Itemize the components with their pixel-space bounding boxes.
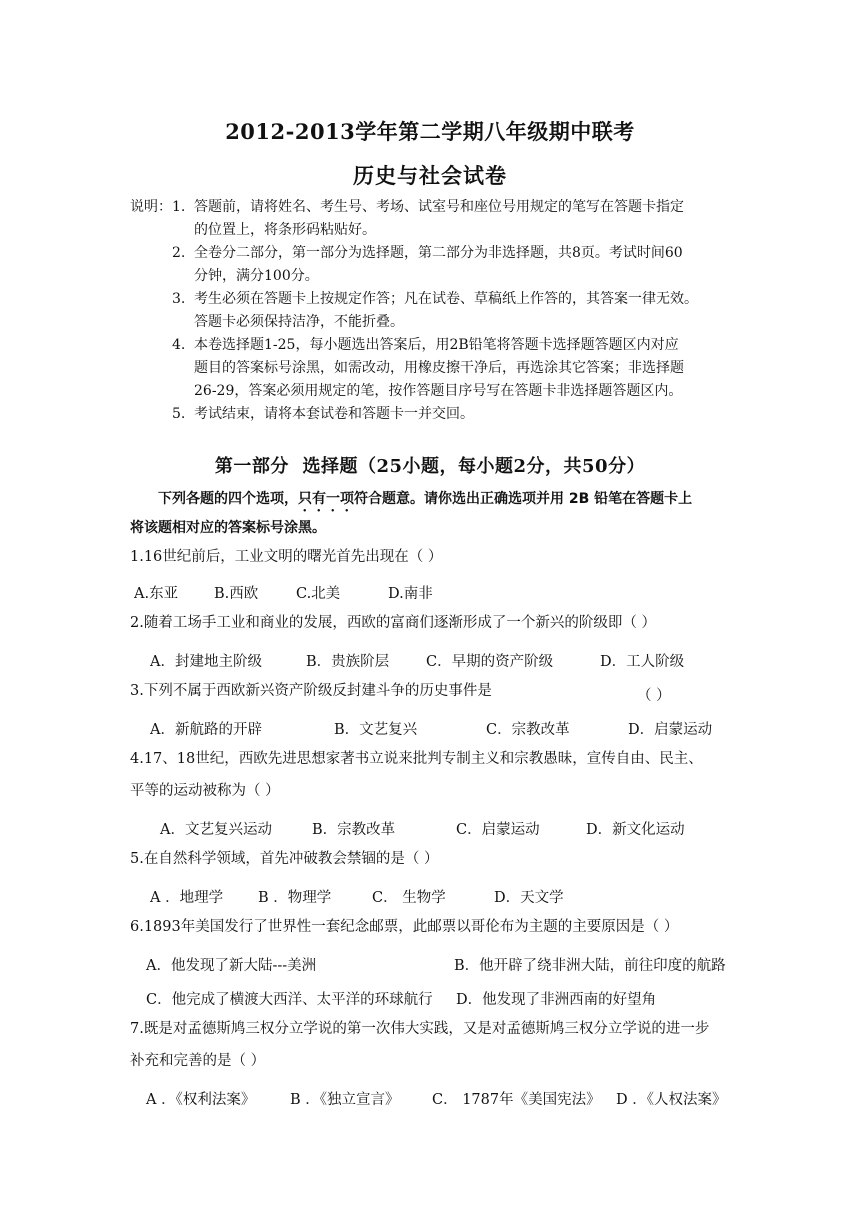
option-b: B ．《独立宣言》	[290, 1092, 400, 1108]
exam-title: 2012-2013学年第二学期八年级期中联考	[225, 119, 635, 144]
option-a: A ．《权利法案》	[146, 1092, 256, 1108]
question-stem: 补充和完善的是（ ）	[130, 1053, 266, 1069]
option-d: D．天文学	[494, 890, 564, 906]
option-b: B．宗教改革	[312, 822, 396, 838]
option-c: C． 1787年《美国宪法》	[432, 1092, 601, 1108]
instruction-text: 将该题相对应的答案标号涂黑。	[130, 520, 326, 536]
note-item	[130, 403, 740, 426]
answer-parentheses: （ ）	[637, 688, 671, 704]
option-a: A ．地理学	[150, 890, 224, 906]
option-c: C．早期的资产阶级	[426, 654, 554, 670]
note-line: 全卷分二部分，第一部分为选择题，第二部分为非选择题，共8页。考试时间60	[194, 245, 683, 261]
option-a: A．他发现了新大陆---美洲	[146, 958, 317, 974]
option-a: A．新航路的开辟	[150, 722, 262, 738]
note-line: 考试结束，请将本套试卷和答题卡一并交回。	[194, 406, 474, 422]
instruction-emphasis: 只有一项	[298, 491, 354, 507]
question-stem: 4.17、18世纪，西欧先进思想家著书立说来批判专制主义和宗教愚昧，宣传自由、民主、	[130, 751, 703, 767]
option-a: A．文艺复兴运动	[160, 822, 272, 838]
option-d: D.南非	[388, 586, 433, 602]
option-c: C．启蒙运动	[456, 822, 540, 838]
note-line: 的位置上，将条形码粘贴好。	[194, 222, 376, 238]
note-number: 2.	[172, 245, 186, 261]
option-c: C．他完成了横渡大西洋、太平洋的环球航行	[146, 992, 433, 1008]
note-line: 考生必须在答题卡上按规定作答；凡在试卷、草稿纸上作答的，其答案一律无效。	[194, 291, 698, 307]
option-d: D．他发现了非洲西南的好望角	[456, 992, 657, 1008]
option-a: A．封建地主阶级	[150, 654, 262, 670]
section-heading: 第一部分 选择题（25小题，每小题2分，共50分）	[214, 456, 646, 477]
note-line: 答题前，请将姓名、考生号、考场、试室号和座位号用规定的笔写在答题卡指定	[194, 199, 684, 215]
option-c: C． 生物学	[372, 890, 446, 906]
note-item	[130, 288, 740, 334]
option-b: B．他开辟了绕非洲大陆，前往印度的航路	[454, 958, 726, 974]
instructions-notes	[130, 196, 740, 426]
question-stem: 1.16世纪前后，工业文明的曙光首先出现在（ ）	[130, 549, 443, 565]
note-item	[130, 334, 740, 403]
option-b: B.西欧	[214, 586, 259, 602]
question-stem: 5.在自然科学领域，首先冲破教会禁锢的是（ ）	[130, 851, 439, 867]
question-stem: 平等的运动被称为（ ）	[130, 783, 280, 799]
option-b: B．贵族阶层	[306, 654, 390, 670]
option-a: A.东亚	[134, 586, 179, 602]
note-item	[130, 196, 740, 242]
option-d: D．工人阶级	[600, 654, 685, 670]
note-line: 本卷选择题1-25，每小题选出答案后，用2B铅笔将答题卡选择题答题区内对应	[194, 337, 679, 353]
option-c: C.北美	[296, 586, 341, 602]
exam-subtitle: 历史与社会试卷	[353, 163, 507, 188]
note-line: 26-29，答案必须用规定的笔，按作答题目序号写在答题卡非选择题答题区内。	[194, 383, 683, 399]
option-d: D．新文化运动	[586, 822, 685, 838]
note-number: 3.	[172, 291, 186, 307]
instruction-text: 下列各题的四个选项，	[158, 491, 298, 507]
question-stem: 3.下列不属于西欧新兴资产阶级反封建斗争的历史事件是	[130, 683, 492, 699]
option-d: D ．《人权法案》	[616, 1092, 727, 1108]
note-line: 答题卡必须保持洁净，不能折叠。	[194, 314, 404, 330]
option-d: D．启蒙运动	[628, 722, 713, 738]
note-number: 5.	[172, 406, 186, 422]
section-instruction	[130, 486, 740, 541]
instruction-text: 符合题意。请你选出正确选项并用 2B 铅笔在答题卡上	[354, 491, 693, 507]
question-stem: 7.既是对孟德斯鸠三权分立学说的第一次伟大实践，又是对孟德斯鸠三权分立学说的进一步	[130, 1021, 710, 1037]
question-stem: 6.1893年美国发行了世界性一套纪念邮票，此邮票以哥伦布为主题的主要原因是（ ）	[130, 919, 679, 935]
note-number: 4.	[172, 337, 186, 353]
option-c: C．宗教改革	[486, 722, 570, 738]
option-b: B ．物理学	[258, 890, 332, 906]
note-line: 分钟，满分100分。	[194, 268, 319, 284]
note-line: 题目的答案标号涂黑，如需改动，用橡皮擦干净后，再选涂其它答案；非选择题	[194, 360, 684, 376]
notes-lead: 说明：	[130, 199, 172, 215]
question-stem: 2.随着工场手工业和商业的发展，西欧的富商们逐渐形成了一个新兴的阶级即（ ）	[130, 615, 656, 631]
option-b: B．文艺复兴	[334, 722, 418, 738]
note-number: 1.	[172, 199, 186, 215]
note-item	[130, 242, 740, 288]
